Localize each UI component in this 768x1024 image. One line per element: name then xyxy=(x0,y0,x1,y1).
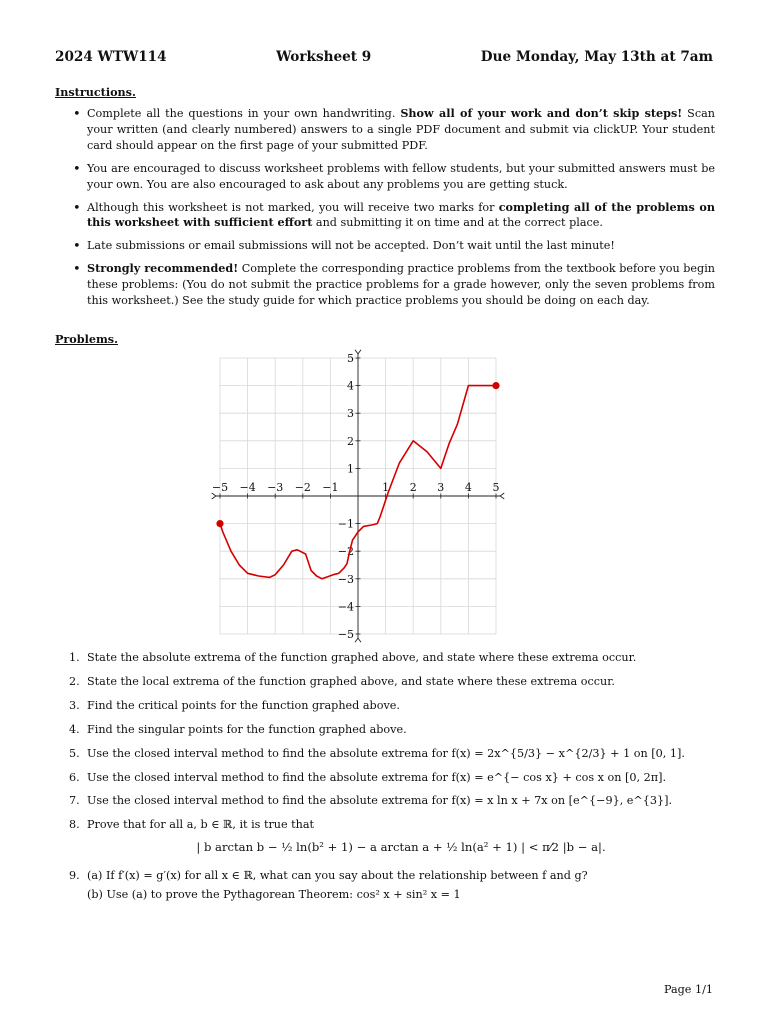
problem-number: 2. xyxy=(69,674,80,688)
instruction-emphasis: Strongly recommended! xyxy=(87,261,239,276)
y-tick-label: 3 xyxy=(347,407,354,421)
worksheet-title: Worksheet 9 xyxy=(276,49,372,65)
problem-item xyxy=(55,674,715,690)
problem-number: 9. xyxy=(69,868,80,882)
y-axis-arrow-top xyxy=(355,350,361,354)
y-tick-label: 2 xyxy=(347,434,354,448)
x-tick-label: 4 xyxy=(464,481,472,494)
problem-text: State the absolute extrema of the function graphed above, and state where these extrema occur. xyxy=(87,651,637,664)
instruction-emphasis: Show all of your work and don’t skip steps! xyxy=(400,106,683,120)
header xyxy=(55,48,713,67)
problem-display-equation: | b arctan b − ½ ln(b² + 1) − a arctan a + ½ ln(a² + 1) | < π⁄2 |b − a|. xyxy=(196,840,606,855)
course-code: 2024 WTW114 xyxy=(55,49,167,65)
problem-text: State the local extrema of the function graphed above, and state where these extrema occur. xyxy=(87,674,615,688)
problem-text: Use the closed interval method to find the absolute extrema for f(x) = 2x^{5/3} − x^{2/3} + 1 on [0, 1]. xyxy=(87,746,685,760)
problems-heading: Problems. xyxy=(55,332,118,346)
x-tick-label: 1 xyxy=(382,481,390,494)
closed-endpoint xyxy=(216,520,223,527)
problem-text: Find the critical points for the function graphed above. xyxy=(87,698,400,712)
x-tick-label: −1 xyxy=(322,481,339,494)
instruction-text: Although this worksheet is not marked, you will receive two marks for xyxy=(87,200,499,214)
x-tick-label: −3 xyxy=(267,481,284,494)
y-tick-label: −3 xyxy=(337,572,354,586)
y-tick-label: −4 xyxy=(337,600,354,614)
y-axis-arrow-bottom xyxy=(355,638,361,642)
problem-item xyxy=(55,650,715,666)
problem-item xyxy=(55,746,715,762)
problems-list xyxy=(55,650,715,911)
problem-number: 5. xyxy=(69,746,80,760)
due-date: Due Monday, May 13th at 7am xyxy=(480,49,713,65)
problem-number: 1. xyxy=(69,651,80,664)
x-tick-label: 2 xyxy=(409,481,417,494)
problem-text: Find the singular points for the function graphed above. xyxy=(87,722,407,736)
problem-number: 8. xyxy=(69,818,80,832)
x-tick-label: −2 xyxy=(294,481,311,494)
problem-item xyxy=(55,770,715,786)
y-tick-label: −2 xyxy=(337,545,354,559)
instruction-item xyxy=(55,106,715,154)
problem-text: (a) If f′(x) = g′(x) for all x ∈ ℝ, what can you say about the relationship between f and g? xyxy=(87,868,588,882)
problem-number: 3. xyxy=(69,698,80,712)
y-tick-label: −1 xyxy=(337,517,354,531)
instruction-item xyxy=(55,161,715,193)
problem-text: Use the closed interval method to find the absolute extrema for f(x) = e^{− cos x} + cos x on [0, 2π]. xyxy=(87,770,667,784)
closed-endpoint xyxy=(492,382,499,389)
x-tick-label: 5 xyxy=(492,481,500,494)
problem-text: Prove that for all a, b ∈ ℝ, it is true that xyxy=(87,818,315,832)
instruction-text: You are encouraged to discuss worksheet problems with fellow students, but your submitted answers must be your own. You are also encouraged to ask about any problems you are getting stuck. xyxy=(87,161,715,191)
problem-number: 4. xyxy=(69,722,80,736)
instruction-emphasis: completing all of the problems on this worksheet with sufficient effort xyxy=(87,199,715,230)
problem-text: Use the closed interval method to find the absolute extrema for f(x) = x ln x + 7x on [e^{−9}, e^{3}]. xyxy=(87,794,673,808)
instruction-text: Complete all the questions in your own handwriting. xyxy=(87,107,401,120)
instruction-item xyxy=(55,200,715,232)
instruction-item xyxy=(55,238,715,254)
instruction-text: Complete the corresponding practice problems from the textbook before you begin these problems: (You do not submit the practice problems for a grade however, only the seven problems from this worksheet.) See the study guide for which practice problems you should be doing on each day. xyxy=(87,262,715,308)
x-tick-label: 3 xyxy=(437,481,445,494)
instruction-text: Late submissions or email submissions will not be accepted. Don’t wait until the last minute! xyxy=(87,239,615,253)
page-number: Page 1/1 xyxy=(663,983,713,996)
problem-number: 7. xyxy=(69,794,80,808)
y-tick-label: −5 xyxy=(337,628,354,641)
problem-item xyxy=(55,817,715,855)
x-axis-arrow-right xyxy=(500,493,504,499)
instructions-heading: Instructions. xyxy=(55,85,136,99)
y-tick-label: 1 xyxy=(347,462,354,476)
problem-item xyxy=(55,722,715,738)
instruction-item xyxy=(55,261,715,309)
instructions-list xyxy=(55,106,715,316)
y-tick-label: 4 xyxy=(347,379,354,393)
problem-item xyxy=(55,868,715,903)
function-graph xyxy=(200,350,510,641)
instruction-text: and submitting it on time and at the correct place. xyxy=(312,216,603,230)
problem-item xyxy=(55,793,715,809)
instruction-text: Scan your written (and clearly numbered) answers to a single PDF document and submit via clickUP. Your student card should appear on the first page of your submitted PDF. xyxy=(87,107,715,152)
problem-subpart: (b) Use (a) to prove the Pythagorean Theorem: cos² x + sin² x = 1 xyxy=(87,887,461,901)
x-tick-label: −5 xyxy=(211,481,229,494)
y-tick-label: 5 xyxy=(347,352,354,365)
problem-number: 6. xyxy=(69,770,80,784)
x-tick-label: −4 xyxy=(239,481,256,494)
problem-item xyxy=(55,698,715,714)
